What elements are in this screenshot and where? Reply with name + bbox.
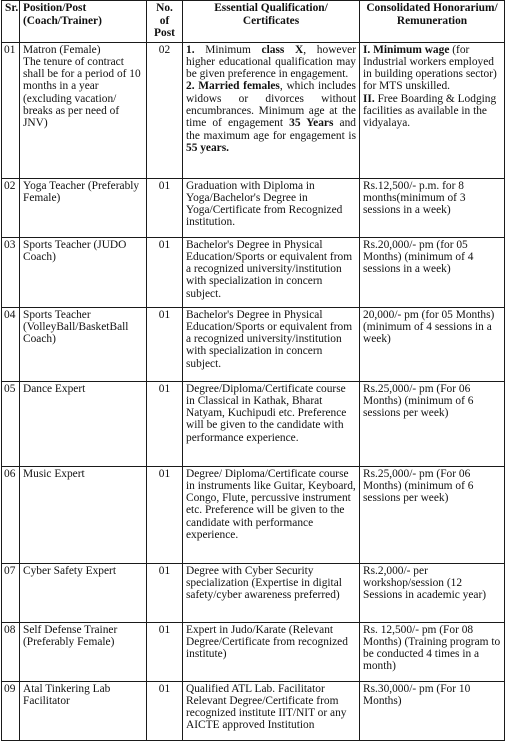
row-posts: 02 <box>147 42 183 178</box>
row-honorarium: 20,000/- pm (for 05 Months) (minimum of 4 sessions in a week) <box>360 307 505 381</box>
row-posts: 01 <box>147 307 183 381</box>
table-row <box>2 381 505 466</box>
row-qualification: Qualified ATL Lab. Facilitator Relevant Degree/Certificate from recognized institute IIT/NIT or any AICTE approved Institution <box>183 681 360 740</box>
table-row <box>2 622 505 681</box>
row-qualification: Expert in Judo/Karate (Relevant Degree/Certificate from recognized institute) <box>183 622 360 681</box>
row-sr: 08 <box>2 622 20 681</box>
qualification-item-number: 1. <box>186 43 206 56</box>
qualification-text: and the maximum age for engagement is <box>186 117 356 142</box>
qualification-text: , which includes widows or divorces without encumbrances. Minimum age at the time of engagement <box>186 80 356 130</box>
row-position: Dance Expert <box>20 381 147 466</box>
row-qualification <box>183 42 360 178</box>
row-posts: 01 <box>147 466 183 563</box>
honorarium-text: (for Industrial workers employed in building operations sector) for MTS unskilled. <box>363 43 497 93</box>
row-sr: 05 <box>2 381 20 466</box>
row-qualification: Degree with Cyber Security specialization (Expertise in digital safety/cyber awareness preferred) <box>183 563 360 622</box>
table-row <box>2 42 505 178</box>
table-row <box>2 466 505 563</box>
recruitment-table <box>1 0 505 741</box>
row-qualification: Graduation with Diploma in Yoga/Bachelor's Degree in Yoga/Certificate from Recognized institution. <box>183 178 360 237</box>
row-posts: 01 <box>147 622 183 681</box>
header-honorarium: Consolidated Honorarium/ Remuneration <box>360 1 505 43</box>
row-posts: 01 <box>147 178 183 237</box>
table-row <box>2 681 505 740</box>
row-posts: 01 <box>147 563 183 622</box>
header-qualification: Essential Qualification/ Certificates <box>183 1 360 43</box>
row-sr: 09 <box>2 681 20 740</box>
row-qualification: Degree/ Diploma/Certificate course in instruments like Guitar, Keyboard, Congo, Flute, percussive instrument etc. Preference will be given to the candidate with performance experience. <box>183 466 360 563</box>
qualification-highlight: 55 years. <box>186 141 230 154</box>
header-position: Position/Post (Coach/Trainer) <box>20 1 147 43</box>
row-sr: 06 <box>2 466 20 563</box>
row-honorarium: Rs. 12,500/- pm (For 08 Months) (Training program to be conducted 4 times in a month) <box>360 622 505 681</box>
row-honorarium <box>360 42 505 178</box>
honorarium-highlight: II. <box>363 92 375 105</box>
row-qualification: Bachelor's Degree in Physical Education/Sports or equivalent from a recognized university/institution with specialization in concern subject. <box>183 307 360 381</box>
row-position: Sports Teacher (JUDO Coach) <box>20 237 147 307</box>
table-row <box>2 237 505 307</box>
row-sr: 01 <box>2 42 20 178</box>
qualification-text: Minimum <box>205 43 262 56</box>
qualification-highlight: 35 Years <box>289 117 334 130</box>
header-row <box>2 1 505 43</box>
row-position: Cyber Safety Expert <box>20 563 147 622</box>
row-honorarium: Rs.12,500/- p.m. for 8 months(minimum of 3 sessions in a week) <box>360 178 505 237</box>
table-row <box>2 178 505 237</box>
header-posts: No. of Post <box>147 1 183 43</box>
row-position <box>20 42 147 178</box>
position-note: The tenure of contract shall be for a period of 10 months in a year (excluding vacation/ breaks as per need of JNV) <box>23 55 141 130</box>
row-honorarium: Rs.2,000/- per workshop/session (12 Sessions in academic year) <box>360 563 505 622</box>
row-position: Self Defense Trainer (Preferably Female) <box>20 622 147 681</box>
row-honorarium: Rs.25,000/- pm (For 06 Months) (minimum of 6 sessions per week) <box>360 466 505 563</box>
row-honorarium: Rs.20,000/- pm (for 05 Months) (minimum of 4 sessions in a week) <box>360 237 505 307</box>
row-position: Sports Teacher (VolleyBall/BasketBall Coach) <box>20 307 147 381</box>
row-sr: 02 <box>2 178 20 237</box>
table-row <box>2 307 505 381</box>
row-position: Yoga Teacher (Preferably Female) <box>20 178 147 237</box>
qualification-text: , however higher educational qualification may be given preference in engagement. <box>186 43 357 81</box>
honorarium-text: Free Boarding & Lodging facilities as available in the vidyalaya. <box>363 92 497 130</box>
header-sr: Sr. <box>2 1 20 43</box>
row-honorarium: Rs.30,000/- pm (For 10 Months) <box>360 681 505 740</box>
honorarium-highlight: I. Minimum wage <box>363 43 450 56</box>
row-posts: 01 <box>147 381 183 466</box>
row-sr: 04 <box>2 307 20 381</box>
row-qualification: Degree/Diploma/Certificate course in Classical in Kathak, Bharat Natyam, Kuchipudi etc. Preference will be given to the candidate with performance experience. <box>183 381 360 466</box>
qualification-highlight: class X <box>261 43 304 56</box>
row-sr: 07 <box>2 563 20 622</box>
row-sr: 03 <box>2 237 20 307</box>
row-qualification: Bachelor's Degree in Physical Education/Sports or equivalent from a recognized university/institution with specialization in concern subject. <box>183 237 360 307</box>
row-posts: 01 <box>147 237 183 307</box>
position-title: Matron (Female) <box>23 43 101 56</box>
row-posts: 01 <box>147 681 183 740</box>
row-honorarium: Rs.25,000/- pm (For 06 Months) (minimum of 6 sessions per week) <box>360 381 505 466</box>
qualification-highlight: 2. Married females <box>186 80 280 93</box>
table-row <box>2 563 505 622</box>
row-position: Atal Tinkering Lab Facilitator <box>20 681 147 740</box>
row-position: Music Expert <box>20 466 147 563</box>
